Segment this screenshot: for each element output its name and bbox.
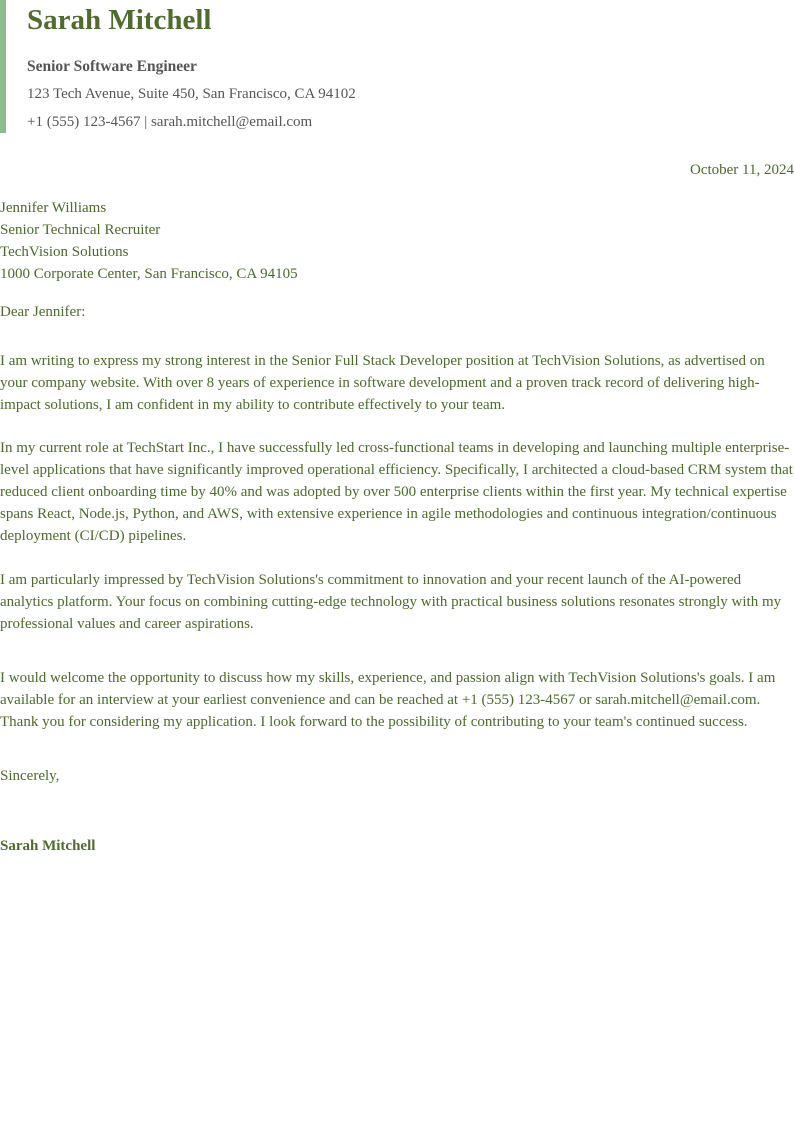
sender-name: Sarah Mitchell: [27, 4, 212, 36]
letter-header: [0, 0, 794, 133]
recipient-title: Senior Technical Recruiter: [0, 222, 161, 238]
body-paragraph: I am particularly impressed by TechVision Solutions's commitment to innovation and your recent launch of the AI-powered analytics platform. Your focus on combining cutting-edge technology with practical business solutions resonates strongly with my professional values and career aspirations.: [0, 572, 782, 632]
salutation: Dear Jennifer:: [0, 304, 86, 320]
sender-address: 123 Tech Avenue, Suite 450, San Francisco, CA 94102: [27, 86, 356, 102]
sender-contact: +1 (555) 123-4567 | sarah.mitchell@email.com: [27, 114, 313, 130]
recipient-company: TechVision Solutions: [0, 244, 129, 260]
sender-title: Senior Software Engineer: [27, 58, 197, 75]
recipient-name: Jennifer Williams: [0, 200, 107, 216]
letter-date: October 11, 2024: [689, 162, 794, 178]
body-paragraph: I would welcome the opportunity to discuss how my skills, experience, and passion align with TechVision Solutions's goals. I am available for an interview at your earliest convenience and can be reached at +1 (555) 123-4567 or sarah.mitchell@email.com. Thank you for considering my application. I look forward to the possibility of contributing to your team's continued success.: [0, 670, 776, 730]
closing: Sincerely,: [0, 768, 60, 784]
signature: Sarah Mitchell: [0, 838, 96, 854]
recipient-address: 1000 Corporate Center, San Francisco, CA 94105: [0, 266, 298, 282]
body-paragraph: I am writing to express my strong interest in the Senior Full Stack Developer position at TechVision Solutions, as advertised on your company website. With over 8 years of experience in software development and a proven track record of delivering high-impact solutions, I am confident in my ability to contribute effectively to your team.: [0, 353, 765, 413]
body-paragraph: In my current role at TechStart Inc., I have successfully led cross-functional teams in developing and launching multiple enterprise-level applications that have significantly improved operational efficiency. Specifically, I architected a cloud-based CRM system that reduced client onboarding time by 40% and was adopted by over 500 enterprise clients within the first year. My technical expertise spans React, Node.js, Python, and AWS, with extensive experience in agile methodologies and continuous integration/continuous deployment (CI/CD) pipelines.: [0, 440, 793, 544]
recipient-block: [0, 197, 298, 285]
